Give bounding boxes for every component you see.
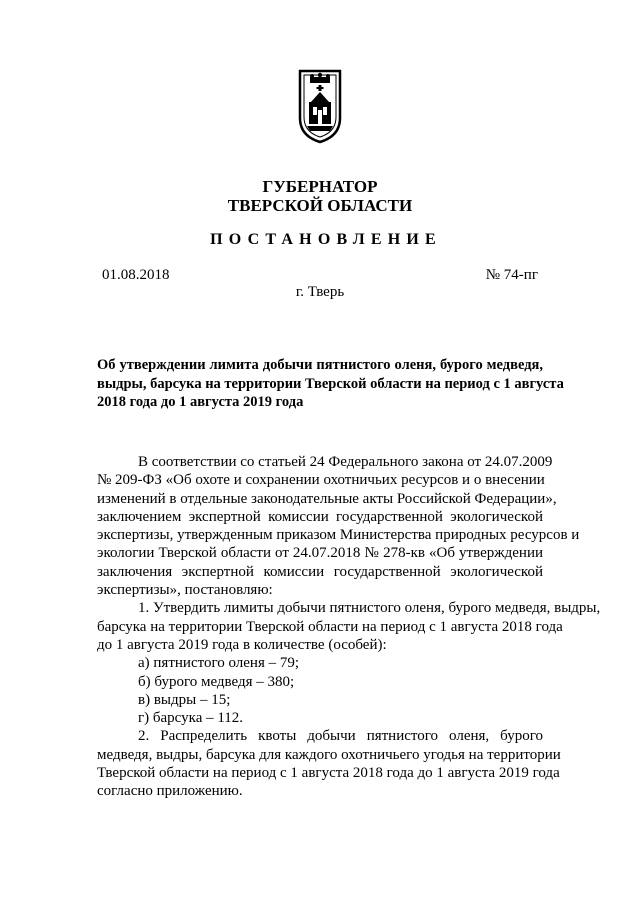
document-date: 01.08.2018 — [102, 267, 170, 283]
title-line: Об утверждении лимита добычи пятнистого оленя, бурого медведя, — [97, 357, 543, 373]
preamble-line: заключением экспертной комиссии государственной экологической — [97, 508, 543, 525]
title-line: 2018 года до 1 августа 2019 года — [97, 394, 304, 410]
item-1-line: до 1 августа 2019 года в количестве (особей): — [97, 636, 387, 653]
title-line: выдры, барсука на территории Тверской области на период с 1 августа — [97, 375, 564, 392]
preamble-line: экспертизы, утвержденным приказом Министерства природных ресурсов и — [97, 527, 580, 544]
item-1-line: барсука на территории Тверской области на период с 1 августа 2018 года — [97, 618, 563, 635]
coat-of-arms-emblem — [297, 68, 343, 144]
document-number: № 74-пг — [485, 267, 538, 283]
limit-item: б) бурого медведя – 380; — [138, 673, 295, 690]
preamble-line: экспертизы», постановляю: — [97, 582, 273, 599]
preamble-line: В соответствии со статьей 24 Федерального закона от 24.07.2009 — [138, 454, 553, 470]
limit-item: а) пятнистого оленя – 79; — [138, 655, 300, 672]
region-name: ТВЕРСКОЙ ОБЛАСТИ — [227, 196, 413, 215]
limit-item: в) выдры – 15; — [138, 691, 231, 708]
preamble-line: № 209-ФЗ «Об охоте и сохранении охотничьих ресурсов и о внесении — [97, 472, 545, 489]
document-title — [97, 356, 564, 412]
item-2-line: Тверской области на период с 1 августа 2018 года до 1 августа 2019 года — [97, 765, 560, 782]
document-city: г. Тверь — [295, 284, 345, 300]
item-1-line: 1. Утвердить лимиты добычи пятнистого оленя, бурого медведя, выдры, — [138, 600, 601, 617]
item-2-line: 2. Распределить квоты добычи пятнистого оленя, бурого — [138, 728, 543, 745]
preamble-line: изменений в отдельные законодательные акты Российской Федерации», — [97, 490, 557, 507]
preamble-line: заключения экспертной комиссии государственной экологической — [97, 563, 543, 580]
limit-item: г) барсука – 112. — [138, 710, 244, 727]
item-2-line: медведя, выдры, барсука для каждого охотничьего угодья на территории — [97, 746, 561, 763]
item-2-line: согласно приложению. — [97, 783, 243, 800]
document-body — [97, 453, 601, 801]
authority-name: ГУБЕРНАТОР — [262, 177, 378, 196]
preamble-line: экологии Тверской области от 24.07.2018 № 278-кв «Об утверждении — [97, 545, 543, 562]
document-type: ПОСТАНОВЛЕНИЕ — [210, 231, 442, 248]
